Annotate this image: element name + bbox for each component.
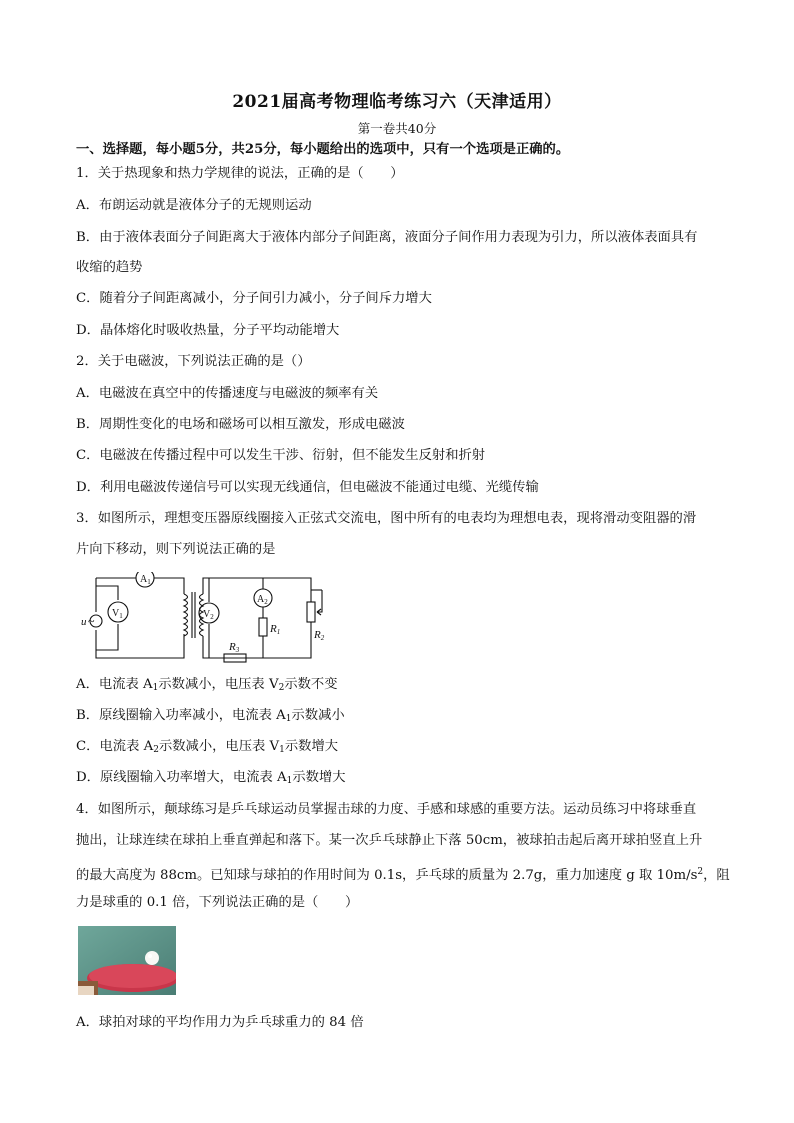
svg-text:R2 (313, 629, 325, 642)
q3-option-a (76, 676, 726, 697)
q4-stem-line2: 抛出，让球连续在球拍上垂直弹起和落下。某一次乒乓球静止下落 50cm，被球拍击起后离开球拍竖直上升 (76, 833, 703, 848)
q2-option-c: C．电磁波在传播过程中可以发生干涉、衍射，但不能发生反射和折射 (76, 448, 486, 463)
q3d-sub1: 1 (286, 776, 293, 786)
q3a-sub1: 1 (152, 683, 159, 693)
ping-pong-paddle-photo (78, 926, 176, 995)
label-tilde: ~ (88, 614, 95, 628)
label-v1: V (112, 608, 120, 619)
q4-stem3-text: 的最大高度为 88cm。已知球与球拍的作用时间为 0.1s，乒乓球的质量为 2.7g，重力加速度 g 取 10m/s (76, 868, 698, 883)
q3b-sub1: 1 (285, 714, 292, 724)
q3c-post: 示数增大 (284, 739, 339, 754)
q3-stem-line2: 片向下移动，则下列说法正确的是 (76, 542, 276, 557)
q3-option-d (76, 769, 726, 790)
label-r3-sub: 3 (235, 646, 240, 654)
q4-stem3-post: ，阻 (703, 868, 730, 883)
label-a1-sub: 1 (147, 578, 151, 586)
page-title: 2021届高考物理临考练习六（天津适用） (232, 92, 562, 112)
label-r2-sub: 2 (320, 634, 325, 642)
q1-option-d: D．晶体熔化时吸收热量，分子平均动能增大 (76, 323, 340, 338)
q4-stem-line4: 力是球重的 0.1 倍，下列说法正确的是（ ） (76, 895, 359, 910)
q4-stem3-sup: 2 (697, 867, 704, 877)
label-v2: V (203, 609, 211, 620)
q1-option-c: C．随着分子间距离减小，分子间引力减小，分子间斥力增大 (76, 291, 432, 306)
label-a1: A (140, 574, 148, 585)
label-r1: R (270, 623, 277, 635)
q4-option-a: A．球拍对球的平均作用力为乒乓球重力的 84 倍 (76, 1015, 364, 1030)
section-heading: 一、选择题，每小题5分，共25分，每小题给出的选项中，只有一个选项是正确的。 (76, 142, 570, 157)
svg-text:R1 (269, 623, 280, 636)
q2-option-a: A．电磁波在真空中的传播速度与电磁波的频率有关 (76, 386, 379, 401)
svg-text:V1 (112, 608, 123, 620)
q3-option-b (76, 707, 726, 728)
svg-text:R3 (228, 641, 240, 654)
q3b-post: 示数减小 (291, 708, 345, 723)
q1-stem: 1．关于热现象和热力学规律的说法，正确的是（ ） (76, 166, 404, 181)
q3a-post: 示数不变 (284, 677, 338, 692)
q3a-mid: 示数减小，电压表 V (158, 677, 279, 692)
q1-option-a: A．布朗运动就是液体分子的无规则运动 (76, 198, 312, 213)
svg-text:A1 (140, 574, 151, 586)
transformer-circuit-diagram (78, 572, 328, 664)
q1-option-b-line2: 收缩的趋势 (76, 260, 143, 275)
label-r1-sub: 1 (276, 628, 281, 636)
q3-stem-line1: 3．如图所示，理想变压器原线圈接入正弦式交流电，图中所有的电表均为理想电表，现将滑动变阻器的滑 (76, 511, 697, 526)
q3c-sub2: 1 (279, 745, 285, 755)
label-v1-sub: 1 (119, 612, 123, 620)
svg-text:A2 (257, 594, 268, 606)
label-a2-sub: 2 (264, 598, 268, 606)
label-u: u (81, 616, 87, 628)
q2-option-b: B．周期性变化的电场和磁场可以相互激发，形成电磁波 (76, 417, 405, 432)
label-r2: R (314, 629, 321, 641)
svg-text:V2 (203, 609, 214, 621)
q3c-pre: C．电流表 A (76, 739, 154, 754)
q3a-pre: A．电流表 A (76, 677, 153, 692)
label-v2-sub: 2 (210, 613, 214, 621)
q3a-sub2: 2 (278, 683, 285, 693)
q2-stem: 2．关于电磁波，下列说法正确的是（） (76, 354, 311, 369)
q3-option-c (76, 738, 726, 759)
q3c-sub1: 2 (153, 745, 159, 755)
q4-stem-line3 (76, 863, 730, 885)
q1-option-b-line1: B．由于液体表面分子间距离大于液体内部分子间距离，液面分子间作用力表现为引力，所以液体表面具有 (76, 230, 698, 245)
label-r3: R (229, 641, 236, 653)
q2-option-d: D．利用电磁波传递信号可以实现无线通信，但电磁波不能通过电缆、光缆传输 (76, 480, 539, 495)
q4-stem-line1: 4．如图所示，颠球练习是乒乓球运动员掌握击球的力度、手感和球感的重要方法。运动员练习中将球垂直 (76, 802, 697, 817)
page-subtitle: 第一卷共40分 (357, 121, 437, 136)
q3d-pre: D．原线圈输入功率增大，电流表 A (76, 770, 287, 785)
q3c-mid: 示数减小，电压表 V (158, 739, 280, 754)
q3b-pre: B．原线圈输入功率减小，电流表 A (76, 708, 286, 723)
q3d-post: 示数增大 (292, 770, 346, 785)
label-a2: A (257, 594, 265, 605)
